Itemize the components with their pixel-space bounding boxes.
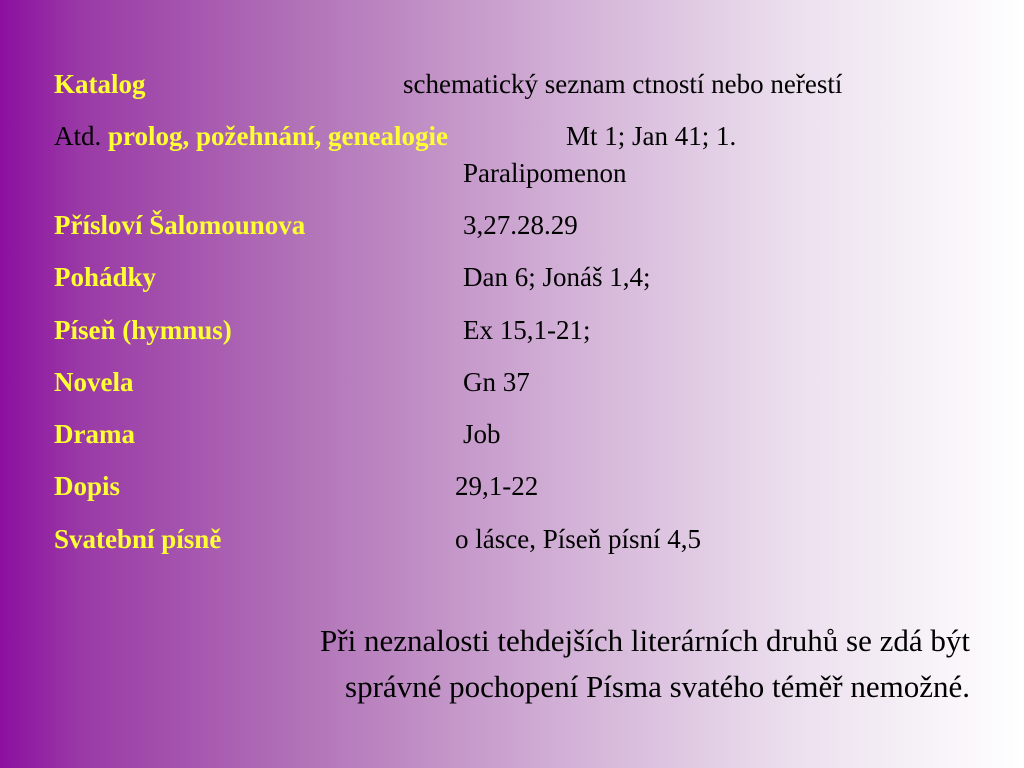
desc-dopis: 29,1-22 <box>455 471 539 501</box>
term-dopis: Dopis <box>54 471 121 501</box>
footer-line-1: Při neznalosti tehdejších literárních druhů se zdá být <box>320 623 970 658</box>
desc-prolog-cont: Paralipomenon <box>463 158 627 188</box>
row-prislovi <box>54 209 305 241</box>
desc-svatebni: o lásce, Píseň písní 4,5 <box>455 524 701 554</box>
prefix-atd: Atd. <box>54 121 102 151</box>
footer-statement <box>90 618 970 710</box>
desc-hymnus: Ex 15,1-21; <box>463 315 591 345</box>
term-prislovi: Přísloví Šalomounova <box>54 210 306 240</box>
row-svatebni <box>54 523 221 555</box>
term-katalog: Katalog <box>54 69 146 99</box>
term-prolog: prolog, požehnání, genealogie <box>108 121 449 151</box>
row-novela <box>54 366 133 398</box>
desc-novela: Gn 37 <box>463 367 530 397</box>
term-svatebni: Svatební písně <box>54 524 222 554</box>
row-pohadky <box>54 261 156 293</box>
desc-katalog: schematický seznam ctností nebo neřestí <box>403 69 843 99</box>
desc-prolog: Mt 1; Jan 41; 1. <box>566 121 737 151</box>
row-dopis <box>54 470 120 502</box>
row-katalog <box>54 68 146 100</box>
footer-line-2: správné pochopení Písma svatého téměř nemožné. <box>345 669 970 704</box>
term-novela: Novela <box>54 367 134 397</box>
row-hymnus <box>54 314 232 346</box>
term-drama: Drama <box>54 419 135 449</box>
desc-drama: Job <box>463 419 501 449</box>
term-pohadky: Pohádky <box>54 262 157 292</box>
term-hymnus: Píseň (hymnus) <box>54 315 232 345</box>
desc-pohadky: Dan 6; Jonáš 1,4; <box>463 262 651 292</box>
row-prolog <box>54 120 448 152</box>
desc-prislovi: 3,27.28.29 <box>463 210 578 240</box>
row-drama <box>54 418 135 450</box>
